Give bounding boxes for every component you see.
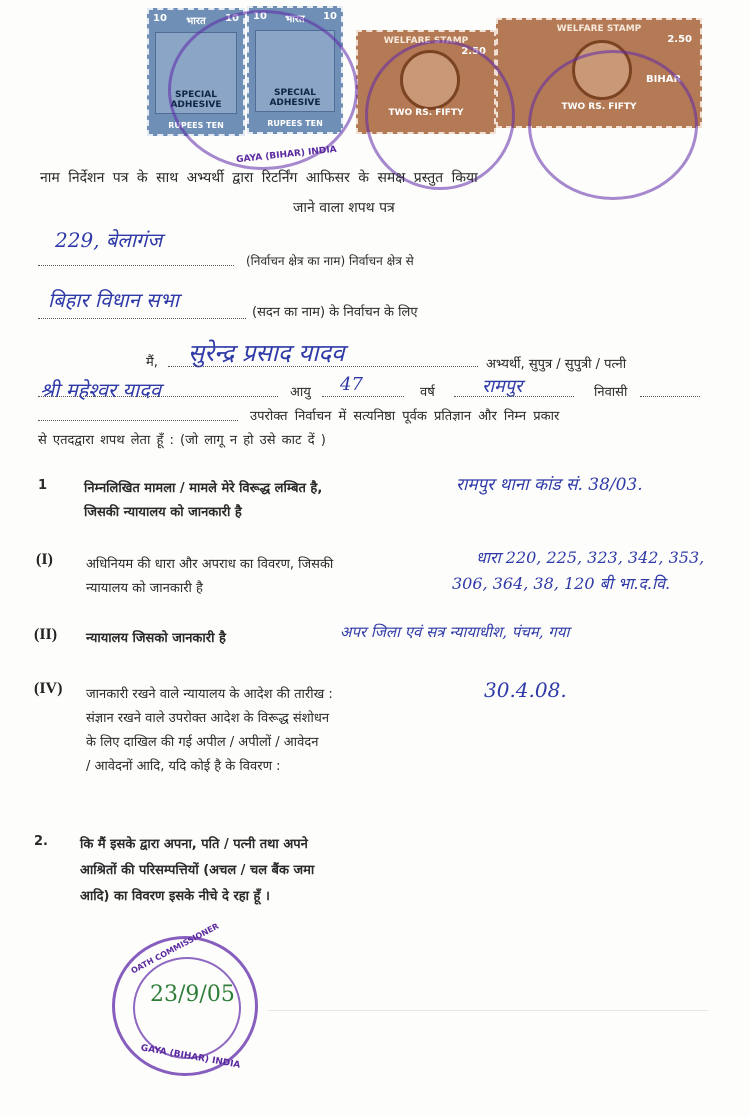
resident-dots	[640, 396, 700, 397]
item2-text-3: आदि) का विवरण इसके नीचे दे रहा हूँ ।	[80, 889, 270, 904]
title-line-2: जाने वाला शपथ पत्र	[293, 200, 395, 216]
item-iv-text-1: जानकारी रखने वाले न्यायालय के आदेश की तारीख :	[86, 687, 333, 702]
age-value: 47	[340, 374, 363, 395]
item-iv-text-2: संज्ञान रखने वाले उपरोक्त आदेश के विरूद्ध संशोधन	[86, 711, 330, 726]
father-dots	[38, 396, 278, 397]
constituency-dots	[38, 265, 234, 266]
item1-number: 1	[38, 478, 48, 493]
age-label: आयु	[290, 385, 311, 400]
item-i-text-2: न्यायालय को जानकारी है	[86, 581, 203, 596]
item-i-text-1: अधिनियम की धारा और अपराध का विवरण, जिसकी	[86, 557, 334, 572]
oath-line-1: उपरोक्त निर्वाचन में सत्यनिष्ठा पूर्वक प्रतिज्ञान और निम्न प्रकार	[250, 409, 560, 424]
revenue-stamp-2: 10 भारत 10 SPECIAL ADHESIVE RUPEES TEN	[247, 6, 343, 134]
house-dots	[38, 318, 246, 319]
deponent-name: सुरेन्द्र प्रसाद यादव	[188, 339, 345, 367]
title-line-1: नाम निर्देशन पत्र के साथ अभ्यर्थी द्वारा रिटर्निंग आफिसर के समक्ष प्रस्तुत किया	[40, 170, 478, 186]
seal-handwritten-date: 23/9/05	[150, 982, 235, 1007]
house-label: (सदन का नाम) के निर्वाचन के लिए	[252, 305, 418, 320]
item-ii-handwritten: अपर जिला एवं सत्र न्यायाधीश, पंचम, गया	[340, 623, 570, 641]
house-handwritten: बिहार विधान सभा	[48, 288, 179, 312]
oath-line-2: से एतदद्वारा शपथ लेता हूँ : (जो लागू न हो उसे काट दें )	[38, 433, 326, 448]
welfare-stamp-2: WELFARE STAMP 2.50 BIHAR TWO RS. FIFTY	[496, 18, 702, 128]
revenue-stamp-1: 10 भारत 10 SPECIAL ADHESIVE RUPEES TEN	[147, 8, 245, 136]
item2-text-1: कि मैं इसके द्वारा अपना, पति / पत्नी तथा अपने	[80, 837, 308, 852]
item1-handwritten: रामपुर थाना कांड सं. 38/03.	[456, 475, 643, 495]
item-iv-text-4: / आवेदनों आदि, यदि कोई है के विवरण :	[86, 759, 281, 774]
residence-dots	[454, 396, 574, 397]
residence-value: रामपुर	[482, 376, 523, 397]
page-bottom-line	[268, 1010, 708, 1011]
item-iv-handwritten: 30.4.08.	[484, 678, 567, 702]
item2-number: 2.	[34, 834, 48, 849]
item1-text-2: जिसकी न्यायालय को जानकारी है	[84, 505, 242, 520]
constituency-handwritten: 229, बेलागंज	[55, 228, 163, 252]
item-iv-number: (IV)	[34, 680, 63, 697]
item-i-handwritten-2: 306, 364, 38, 120 बी भा.द.वि.	[452, 574, 671, 593]
stamp-seal-text: GAYA (BIHAR) INDIA	[235, 144, 338, 166]
years-label: वर्ष	[420, 385, 435, 400]
seal-text-top: OATH COMMISSIONER	[129, 921, 221, 976]
oath-lead-dots	[38, 420, 238, 421]
seal-text-bottom: GAYA (BIHAR) INDIA	[139, 1043, 242, 1071]
father-name: श्री महेश्वर यादव	[40, 378, 161, 402]
deponent-relation: अभ्यर्थी, सुपुत्र / सुपुत्री / पत्नी	[486, 357, 627, 372]
item-iv-text-3: के लिए दाखिल की गई अपील / अपीलों / आवेदन	[86, 735, 319, 750]
welfare-stamp-1: WELFARE STAMP 2.50 TWO RS. FIFTY	[356, 30, 496, 134]
deponent-name-dots	[168, 366, 478, 367]
resident-label: निवासी	[594, 385, 628, 400]
item-ii-number: (II)	[34, 626, 58, 643]
age-dots	[322, 396, 404, 397]
item1-text-1: निम्नलिखित मामला / मामले मेरे विरूद्ध लम्बित है,	[84, 481, 323, 496]
item-ii-text: न्यायालय जिसको जानकारी है	[86, 631, 226, 646]
item-i-number: (I)	[36, 551, 53, 568]
constituency-label: (निर्वाचन क्षेत्र का नाम) निर्वाचन क्षेत्र से	[246, 254, 414, 268]
item2-text-2: आश्रितों की परिसम्पत्तियों (अचल / चल बैंक जमा	[80, 863, 315, 878]
stamp-seal-3	[528, 50, 698, 200]
deponent-prefix: मैं,	[146, 355, 158, 370]
item-i-handwritten-1: धारा 220, 225, 323, 342, 353,	[476, 548, 705, 567]
